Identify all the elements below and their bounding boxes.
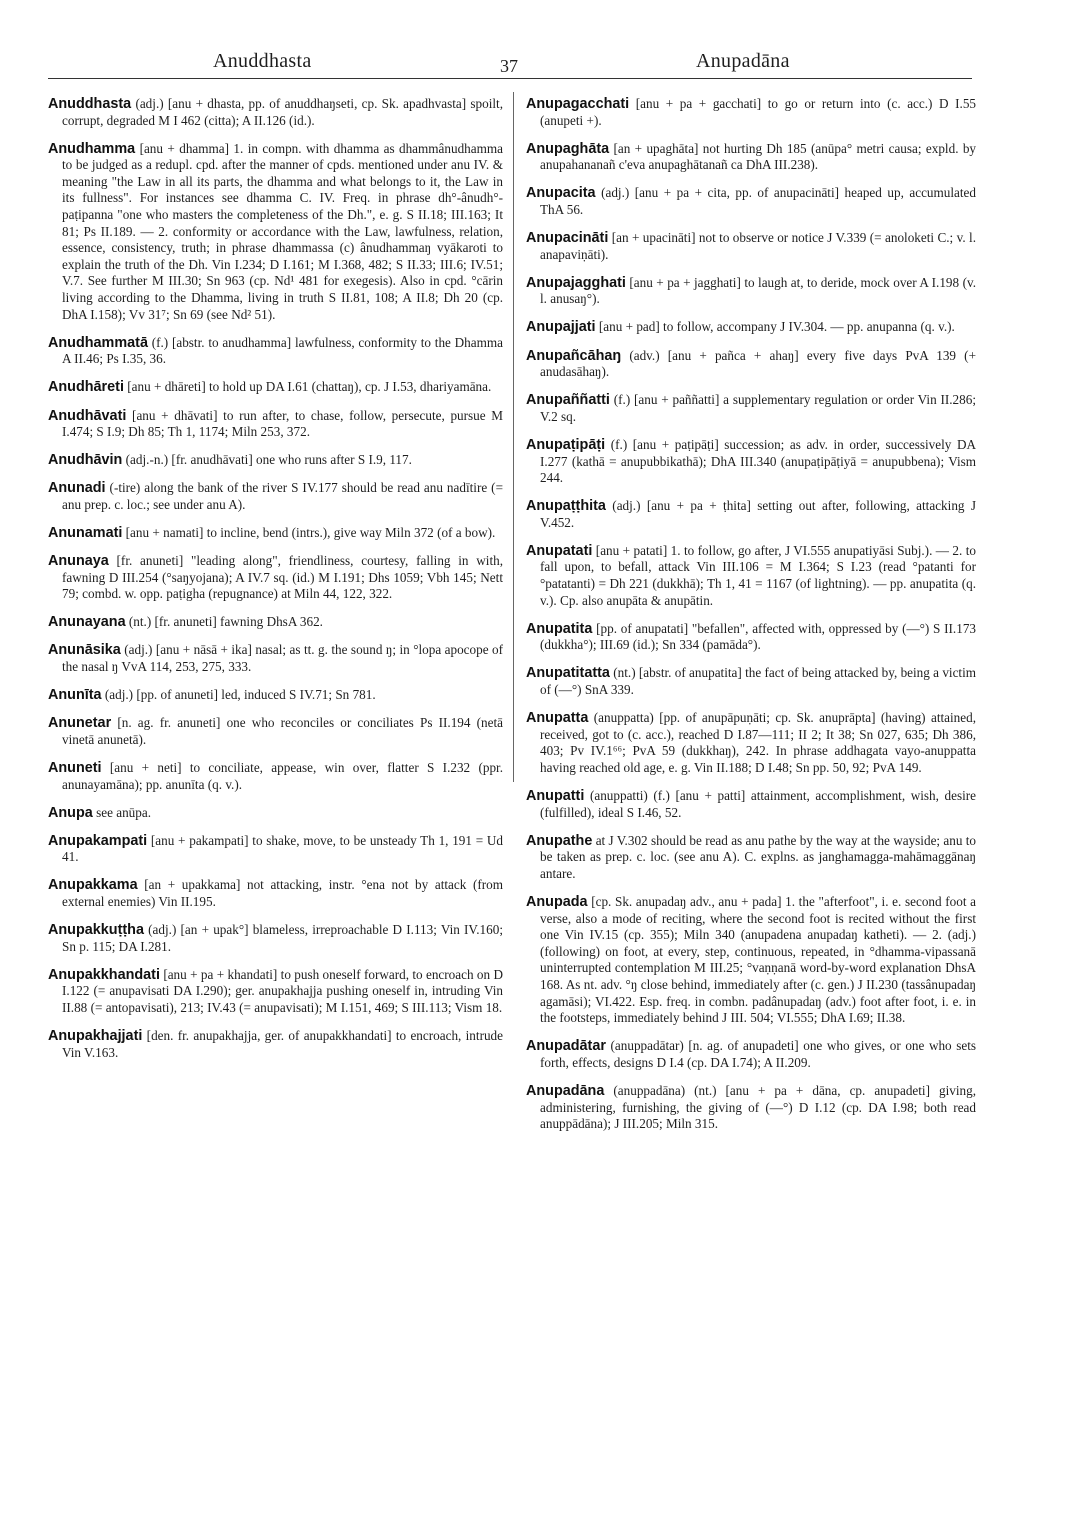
entry-headword: Anudhamma <box>48 140 136 157</box>
entry-definition: (nt.) [fr. anuneti] fawning DhsA 362. <box>128 614 323 630</box>
dictionary-entry <box>48 922 503 955</box>
entry-definition: [anu + pa + gacchati] to go or return into (c. acc.) D I.55 (anupeti +). <box>540 96 977 128</box>
entry-headword: Anunaya <box>48 553 109 570</box>
dictionary-entry <box>48 452 503 469</box>
dictionary-entry <box>48 480 503 513</box>
entry-definition: [anu + dhamma] 1. in compn. with dhamma as dhammânudhamma to be judged as a redupl. cpd. after the manner of cpds. mentioned under anu IV. & meaning "the Law in all its parts, the dhamma and what belongs to it, the Law in its fullness". For instances see dhamma C. IV. Freq. in phrase dh°-ânudh°-paṭipanna "one who masters the completeness of the Dh.", e. g. S II.18; III.163; It 81; Ps II.189. — 2. conformity or accordance with the Law, lawfulness, relation, essence, consistency, truth; in phrase dhammassa (c) ânudhammaŋ vyākaroti to explain the truth of the Dh. Vin I.234; D I.161; M I.368, 482; S II.33; III.6; IV.51; V.7. See further M III.30; Sn 963 (cp. Nd¹ 481 for exegesis). Also in cpd. °cārin living according to the Dhamma, living in truth S II.81, 108; A II.8; Dh 20 (cp. DhA I.158); Vv 31⁷; Sn 69 (see Nd² 51). <box>62 140 504 322</box>
entry-definition: (adj.) [anu + pa + cita, pp. of anupacināti] heaped up, accumulated ThA 56. <box>540 185 976 217</box>
dictionary-entry <box>48 805 503 822</box>
entry-headword: Anupaññatti <box>526 392 610 409</box>
entry-headword: Anunayana <box>48 614 126 631</box>
dictionary-entry <box>526 894 976 1027</box>
dictionary-entry <box>526 319 976 336</box>
dictionary-entry <box>48 408 503 441</box>
entry-headword: Anunadi <box>48 480 106 497</box>
header-rule <box>48 78 972 79</box>
entry-headword: Anupacita <box>526 185 596 202</box>
entry-definition: (adj.) [anu + pa + ṭhita] setting out after, following, attacking J V.452. <box>540 498 976 530</box>
entry-headword: Anunetar <box>48 715 112 732</box>
entry-headword: Anupañcāhaŋ <box>526 347 622 364</box>
entry-definition: [an + upaghāta] not hurting Dh 185 (anūpa° metri causa; expld. by anupahananañ c'eva anupaghātanañ ca DhA III.238). <box>540 140 977 173</box>
entry-headword: Anupaghāta <box>526 140 610 157</box>
entry-headword: Anudhammatā <box>48 334 148 351</box>
dictionary-entry <box>48 553 503 603</box>
dictionary-entry <box>526 392 976 425</box>
dictionary-entry <box>48 760 503 793</box>
right-column <box>526 96 976 1144</box>
entry-headword: Anupakampati <box>48 832 148 849</box>
entry-headword: Anupakkuṭṭha <box>48 922 144 939</box>
entry-definition: [cp. Sk. anupadaŋ adv., anu + pada] 1. the "afterfoot", i. e. second foot a verse, also a mode of reciting, where the second foot is recited without the first one Vin IV.15 (cp. 355); Miln 340 (anupadena anupadaŋ katheti). — 2. (adj.) (following) on foot, at every, step, continuous, repeated, in °dhamma-vipassanā uninterrupted contemplation M III.25; °vaṇṇanā word-by-word explanation DhsA 168. As nt. adv. °ŋ close behind, immediately after (c. gen.) J II.230 (tassânupadaŋ agamāsi); VI.422. Esp. freq. in combn. padânupadaŋ (adv.) foot after foot, i. e. in the footsteps, immediately behind J III. 504; VI.555; DhA I.69; II.38. <box>540 893 976 1026</box>
entry-headword: Anupagacchati <box>526 96 630 112</box>
entry-headword: Anupatta <box>526 710 589 727</box>
entry-definition: (adj.) [pp. of anuneti] led, induced S IV.71; Sn 781. <box>104 687 376 703</box>
entry-definition: [anu + patati] 1. to follow, go after, J VI.555 anupatiyāsi Subj.). — 2. to fall upon, to befall, attack Vin III.106 = M I.364; S I.23 (read °patanti for °patatanti) = Dh 221 (dukkhā); Th 1, 41 = 1167 (of lightning). — pp. anupatita (q. v.). Cp. also anupāta & anupātin. <box>540 542 976 608</box>
dictionary-entry <box>526 498 976 531</box>
entry-definition: (adv.) [anu + pañca + ahaŋ] every five days PvA 139 (+ anudasāhaŋ). <box>540 347 977 380</box>
entry-definition: (adj.) [anu + dhasta, pp. of anuddhaŋseti, cp. Sk. apadhvasta] spoilt, corrupt, degraded M I 462 (citta); A II.126 (id.). <box>62 96 503 128</box>
entry-definition: [anu + neti] to conciliate, appease, win over, flatter S I.232 (ppr. anunayamāna); pp. anunīta (q. v.). <box>62 759 503 792</box>
entry-definition: (-tire) along the bank of the river S IV.177 should be read anu nadītire (= anu prep. c. loc.; see under anu A). <box>62 480 504 512</box>
entry-definition: [an + upacināti] not to observe or notice J V.339 (= anoloketi C.; v. l. anapaviṇāti). <box>540 230 976 262</box>
dictionary-entry <box>526 788 976 821</box>
dictionary-entry <box>48 335 503 368</box>
entry-definition: (anuppadātar) [n. ag. of anupadeti] one who gives, or one who sets forth, effects, designs D I.4 (cp. DA I.74); A II.209. <box>540 1038 976 1070</box>
entry-headword: Anunamati <box>48 524 123 541</box>
page-number: 37 <box>500 56 518 76</box>
dictionary-entry <box>526 437 976 487</box>
entry-definition: [anu + pa + khandati] to push oneself forward, to encroach on D I.122 (= anupavisati DA I.290); ger. anupakhajja pushing oneself in, intruding Vin II.88 (= antopavisati), 213; IV.43 (= anupavisati); M I.151, 469; S III.113; Vism 18. <box>62 966 503 1015</box>
entry-definition: [den. fr. anupakhajja, ger. of anupakkhandati] to encroach, intrude Vin V.163. <box>62 1028 504 1060</box>
entry-headword: Anupatitatta <box>526 665 610 682</box>
entry-headword: Anupajjati <box>526 319 596 336</box>
dictionary-entry <box>48 96 503 129</box>
running-header <box>48 50 978 80</box>
entry-headword: Anuneti <box>48 759 102 776</box>
entry-headword: Anupakkama <box>48 877 138 894</box>
entry-definition: [anu + dhāreti] to hold up DA I.61 (chattaŋ), cp. J I.53, dhariyamāna. <box>127 379 492 395</box>
entry-headword: Anupaṭṭhita <box>526 498 606 515</box>
entry-definition: (anuppatta) [pp. of anupāpuṇāti; cp. Sk. anuprāpta] (having) attained, received, got to (c. acc.), reached D I.87—111; II 2; It 38; Sn 027, 635; Dh 386, 403; Pv IV.1⁶⁶; PvA 59 (dukkhaŋ), 242. In phrase addhagata vayo-anuppatta having reached old age, e. g. Vin II.188; D I.48; Sn pp. 50, 92; PvA 149. <box>540 710 977 775</box>
dictionary-entry <box>526 96 976 129</box>
dictionary-entry <box>48 687 503 704</box>
dictionary-entry <box>526 185 976 218</box>
entry-definition: (anuppadāna) (nt.) [anu + pa + dāna, cp. anupadeti] giving, administering, furnishing, the giving of (—°) D I.12 (cp. DA I.98; both read anuppādāna); J III.205; Miln 315. <box>540 1082 976 1132</box>
dictionary-entry <box>526 543 976 609</box>
entry-definition: [anu + dhāvati] to run after, to chase, follow, persecute, pursue M I.474; S I.9; Dh 85; Th 1, 1174; Miln 253, 372. <box>62 407 504 440</box>
dictionary-entry <box>48 379 503 396</box>
entry-headword: Anuddhasta <box>48 96 132 112</box>
dictionary-entry <box>526 141 976 174</box>
column-divider <box>513 92 514 782</box>
entry-headword: Anupada <box>526 893 588 910</box>
entry-definition: (adj.) [anu + nāsā + ika] nasal; as tt. g. the sound ŋ; in °lopa apocope of the nasal ŋ VvA 114, 253, 275, 333. <box>62 642 504 675</box>
entry-headword: Anudhāvati <box>48 407 127 424</box>
entry-definition: (f.) [anu + paṭipāṭi] succession; as adv. in order, successively DA I.277 (kathā = anupubbikathā); DhA III.340 (anupaṭipāṭiyā = anupubbena); Vism 244. <box>540 436 977 486</box>
entry-headword: Anupathe <box>526 832 593 849</box>
entry-definition: [anu + namati] to incline, bend (intrs.), give way Miln 372 (of a bow). <box>125 524 496 540</box>
entry-headword: Anudhāreti <box>48 379 124 396</box>
entry-definition: (f.) [anu + paññatti] a supplementary regulation or order Vin II.286; V.2 sq. <box>540 392 976 424</box>
entry-headword: Anupatati <box>526 542 593 559</box>
entry-headword: Anunāsika <box>48 642 121 659</box>
entry-headword: Anupaṭipāṭi <box>526 436 606 453</box>
entry-headword: Anupacināti <box>526 230 609 247</box>
dictionary-entry <box>48 833 503 866</box>
entry-definition: [anu + pa + jagghati] to laugh at, to deride, mock over A I.198 (v. l. anusaŋ°). <box>540 274 976 307</box>
entry-headword: Anupatita <box>526 620 593 637</box>
entry-definition: [anu + pakampati] to shake, move, to be unsteady Th 1, 191 = Ud 41. <box>62 832 503 865</box>
dictionary-entry <box>526 230 976 263</box>
entry-definition: (adj.) [an + upak°] blameless, irreproachable D I.113; Vin IV.160; Sn p. 115; DA I.281. <box>62 922 503 954</box>
entry-headword: Anupa <box>48 804 93 821</box>
entry-headword: Anupatti <box>526 788 585 804</box>
entry-definition: [anu + pad] to follow, accompany J IV.304. — pp. anupanna (q. v.). <box>598 319 955 335</box>
entry-definition: [an + upakkama] not attacking, instr. °ena not by attack (from external enemies) Vin II.195. <box>62 877 504 909</box>
entry-definition: (adj.-n.) [fr. anudhāvati] one who runs after S I.9, 117. <box>125 452 412 468</box>
entry-definition: (anuppatti) (f.) [anu + patti] attainment, accomplishment, wish, desire (fulfilled), ideal S I.46, 52. <box>540 788 976 820</box>
entry-definition: at J V.302 should be read as anu pathe by the way at the wayside; anu to be taken as prep. c. loc. (see anu A). C. explns. as janghamagga-mahāmaggānaŋ antare. <box>540 832 977 881</box>
entry-definition: see anūpa. <box>96 804 151 820</box>
dictionary-entry <box>48 141 503 324</box>
dictionary-entry <box>526 621 976 654</box>
entry-headword: Anupadātar <box>526 1038 606 1055</box>
dictionary-entry <box>48 525 503 542</box>
left-column <box>48 96 503 1073</box>
entry-headword: Anudhāvin <box>48 452 123 469</box>
entry-headword: Anupakkhandati <box>48 966 160 983</box>
dictionary-entry <box>526 1038 976 1071</box>
entry-definition: (nt.) [abstr. of anupatita] the fact of being attacked by, being a victim of (—°) SnA 339. <box>540 665 977 698</box>
dictionary-entry <box>526 348 976 381</box>
entry-definition: [pp. of anupatati] "befallen", affected with, oppressed by (—°) S II.173 (dukkha°); III.69 (id.); Sn 334 (pamāda°). <box>540 620 977 653</box>
entry-headword: Anunīta <box>48 687 102 704</box>
dictionary-entry <box>48 614 503 631</box>
entry-headword: Anupadāna <box>526 1082 605 1099</box>
dictionary-entry <box>526 1083 976 1133</box>
dictionary-entry <box>48 877 503 910</box>
dictionary-entry <box>48 642 503 675</box>
dictionary-entry <box>48 1028 503 1061</box>
header-left-guide-word: Anuddhasta <box>213 50 312 72</box>
dictionary-entry <box>526 833 976 883</box>
entry-definition: [n. ag. fr. anuneti] one who reconciles or conciliates Ps II.194 (netā vinetā anunetā). <box>62 715 503 747</box>
header-right-guide-word: Anupadāna <box>696 50 790 72</box>
dictionary-entry <box>526 275 976 308</box>
entry-definition: (f.) [abstr. to anudhamma] lawfulness, conformity to the Dhamma A II.46; Ps I.35, 36. <box>62 334 503 367</box>
entry-definition: [fr. anuneti] "leading along", friendliness, courtesy, falling in with, fawning D III.254 (°saŋyojana); A IV.7 sq. (id.) M I.191; Dhs 1059; Vbh 145; Nett 79; combd. w. opp. paṭigha (repugnance) at Miln 44, 122, 322. <box>62 553 503 602</box>
dictionary-entry <box>526 665 976 698</box>
entry-headword: Anupakhajjati <box>48 1028 143 1045</box>
dictionary-entry <box>48 967 503 1017</box>
dictionary-entry <box>526 710 976 776</box>
dictionary-entry <box>48 715 503 748</box>
entry-headword: Anupajagghati <box>526 274 626 291</box>
